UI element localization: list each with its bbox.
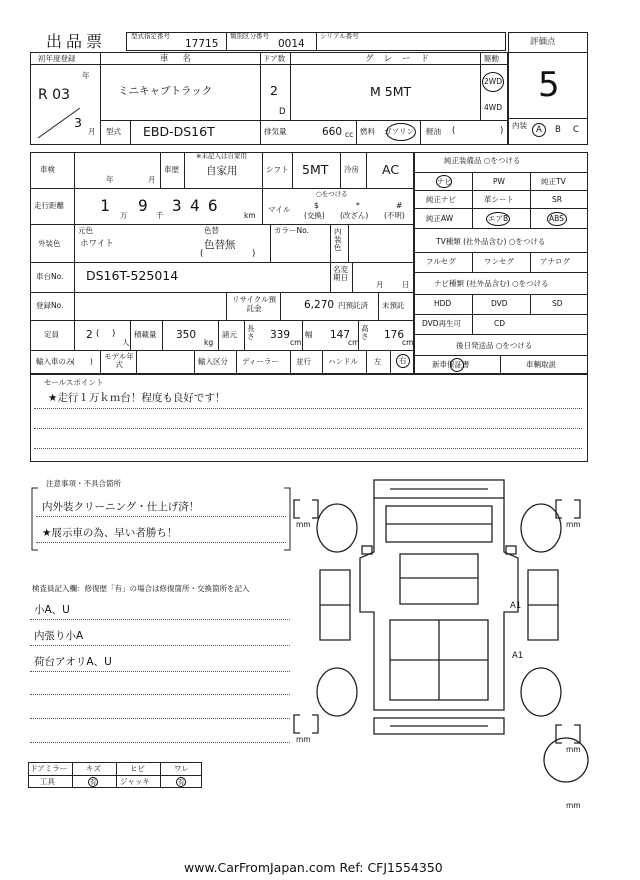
equip-pw: PW — [493, 177, 505, 186]
diagram-mark-2: A1 — [512, 651, 524, 661]
footer-watermark: www.CarFromJapan.com Ref: CFJ1554350 — [184, 860, 443, 875]
load: 350 — [176, 329, 197, 341]
length: 339 — [270, 329, 291, 341]
navi-dvd-play: DVD再生可 — [422, 319, 462, 328]
sales-line1: ★走行１万ｋｍ台！程度も良好です！ — [48, 392, 226, 404]
height-label: 高さ — [361, 324, 369, 341]
vehicle-diagram — [290, 470, 590, 810]
mileage-digit-2: 9 — [138, 196, 148, 215]
import-type-label: 輸入区分 — [198, 357, 228, 366]
color-no-label: 色替 — [204, 226, 219, 235]
usage: 自家用 — [206, 165, 238, 177]
tools-door-mirror: ドアミラー — [30, 764, 68, 773]
model-label: 型式 — [106, 127, 121, 136]
import-label: 輸入車のみ — [36, 357, 74, 366]
diagram-mm-3: mm — [296, 735, 311, 744]
load-label: 積載量 — [134, 330, 157, 339]
inspection-month-unit: 月 — [148, 175, 156, 184]
fuel-gas: ガソリン — [384, 127, 414, 136]
recycle-value: 6,270 — [304, 299, 335, 311]
tv-oneseg: ワンセグ — [484, 257, 514, 266]
grade: M 5MT — [370, 84, 412, 99]
first-reg-label: 初年度登録 — [38, 54, 76, 63]
tv-analog: アナログ — [540, 257, 570, 266]
mileage-digit-3: 3 — [172, 196, 182, 215]
meter-unknown: (不明) — [384, 211, 405, 220]
meter-exchange-sym: $ — [314, 201, 319, 210]
handle-right: 右 — [399, 356, 407, 365]
interior-color-label: 内装色 — [334, 227, 342, 252]
first-reg-year: R 03 — [38, 87, 70, 103]
color-paren-open: ( — [200, 249, 204, 259]
color-no: 色替無 — [204, 239, 236, 251]
equip-aw: 純正AW — [426, 214, 454, 223]
score-value: 5 — [538, 65, 560, 105]
model: EBD-DS16T — [143, 124, 215, 139]
orig-color-label: 元色 — [78, 226, 93, 235]
usage-label: 車歴 — [164, 165, 179, 174]
inspector-label: 検査員記入欄：修復歴「有」の場合は修復箇所・交換箇所を記入 — [32, 584, 250, 593]
mileage-digit-1: 1 — [100, 196, 110, 215]
dealer: ディーラー — [242, 357, 279, 366]
tools-tool: 工具 — [40, 777, 55, 786]
capacity-label: 定員 — [44, 330, 59, 339]
capacity-unit: 人 — [122, 338, 130, 347]
length-unit: cm — [290, 338, 302, 347]
equip-sr: SR — [552, 195, 562, 204]
navi-hdd: HDD — [434, 299, 452, 308]
length-label: 長さ — [247, 324, 255, 341]
doors: 2 — [270, 83, 278, 98]
mileage-digit-4: 4 — [190, 196, 200, 215]
doors-sub: D — [279, 107, 286, 117]
parallel: 並行 — [296, 357, 311, 366]
width-unit: cm — [348, 338, 360, 347]
size-label: 諸元 — [222, 330, 237, 339]
equip-abs: ABS — [549, 214, 564, 223]
meter-modified-sym: * — [356, 201, 360, 210]
grade-label: グレード — [365, 54, 440, 64]
equip-title: 純正装備品 ○をつける — [444, 156, 521, 165]
car-name-label: 車名 — [160, 54, 206, 64]
drive-2wd: 2WD — [484, 77, 502, 86]
tools-scratch: キズ — [86, 764, 101, 773]
first-reg-year-suffix: 年 — [82, 71, 90, 80]
recycle-status: 円預託済 — [338, 301, 368, 310]
shift-label: シフト — [266, 165, 289, 174]
name-change-month: 月 — [376, 280, 384, 289]
name-change-day: 日 — [402, 280, 410, 289]
equip-tv: 純正TV — [541, 177, 566, 186]
mileage-label: 走行距離 — [34, 201, 64, 210]
meter-exchange: (交換) — [304, 211, 325, 220]
tv-fullseg: フルセグ — [426, 257, 456, 266]
interior-c: C — [573, 125, 579, 135]
diagram-mm-1: mm — [296, 520, 311, 529]
color-paren-close: ) — [252, 249, 256, 259]
tv-title: TV種類 (社外品含む) ○をつける — [436, 237, 546, 246]
meter-check-label: ○をつける — [316, 190, 348, 198]
drive-4wd: 4WD — [484, 103, 502, 112]
recycle-label: リサイクル預託金 — [232, 295, 276, 313]
notes-line2: ★展示車の為、早い者勝ち！ — [42, 527, 178, 539]
fuel-paren-open: ( — [452, 126, 456, 136]
first-reg-month-suffix: 月 — [88, 127, 96, 136]
meter-label: マイル — [268, 205, 291, 214]
equip-genuine-navi: 純正ナビ — [426, 195, 456, 204]
interior-label: 内装 — [512, 121, 527, 130]
meter-unknown-sym: # — [396, 201, 403, 210]
tools-break: ワレ — [174, 764, 189, 773]
diagram-mm-4: mm — [566, 745, 581, 754]
km-unit: km — [244, 211, 256, 220]
type-cert-label: 型式指定番号 — [131, 32, 170, 40]
score-label: 評価点 — [530, 37, 556, 47]
handle-left: 左 — [374, 357, 382, 366]
drive-label: 駆動 — [484, 54, 499, 63]
capacity: 2 — [86, 329, 93, 341]
aircon: AC — [382, 162, 400, 177]
recycle-unpaid: 未預託 — [382, 301, 405, 310]
tools-jack-yes: 有 — [178, 778, 185, 786]
load-unit: kg — [204, 338, 214, 347]
mileage-digit-5: 6 — [208, 196, 218, 215]
equip-airbag: エアB — [488, 214, 509, 223]
inspection-label: 車検 — [40, 165, 55, 174]
name-change-label: 名変期日 — [333, 265, 348, 282]
meter-modified: (改ざん) — [340, 211, 369, 220]
navi-dvd: DVD — [491, 299, 508, 308]
navi-sd: SD — [552, 299, 563, 308]
inspector-line2: 内張り小A — [34, 630, 84, 642]
car-name: ミニキャブトラック — [118, 85, 213, 97]
displacement-unit: cc — [345, 130, 354, 139]
diagram-mm-2: mm — [566, 520, 581, 529]
interior-a: A — [536, 125, 542, 135]
fuel-label: 燃料 — [360, 127, 375, 136]
inspection-year-unit: 年 — [106, 175, 114, 184]
width: 147 — [330, 329, 351, 341]
fuel-light: 軽油 — [426, 127, 441, 136]
later-warranty: 新車保証書 — [432, 360, 470, 369]
equip-navi: ナビ — [437, 177, 452, 186]
notes-line1: 内外装クリーニング・仕上げ済！ — [42, 501, 200, 513]
displacement-label: 排気量 — [264, 127, 287, 136]
width-label: 幅 — [305, 330, 313, 339]
model-year-label: モデル年式 — [104, 352, 134, 370]
class-value: 0014 — [278, 38, 305, 50]
man-unit: 万 — [120, 211, 128, 220]
fuel-paren-close: ) — [500, 126, 504, 136]
doors-label: ドア数 — [263, 54, 286, 63]
type-cert-value: 17715 — [185, 38, 219, 50]
notes-label: 注意事項・不具合箇所 — [46, 479, 121, 488]
shift: 5MT — [302, 162, 329, 177]
tools-tool-yes: 有 — [90, 778, 97, 786]
chassis-label: 車台No. — [36, 272, 64, 281]
usage-note: ※未記入は自家用 — [196, 152, 247, 160]
class-label: 類別区分番号 — [230, 32, 269, 40]
orig-color: ホワイト — [80, 239, 114, 249]
height: 176 — [384, 329, 405, 341]
displacement: 660 — [322, 126, 343, 138]
page-title: 出品票 — [46, 32, 107, 51]
capacity-paren-open: ( — [96, 329, 100, 339]
diagram-mark-1: A1 — [510, 601, 522, 611]
later-title: 後日発送品 ○をつける — [456, 341, 533, 350]
tools-jack: ジャッキ — [120, 777, 150, 786]
import-paren: ( ) — [72, 357, 93, 366]
later-manual: 車輌取説 — [526, 360, 556, 369]
reg-no-label: 登録No. — [36, 301, 64, 310]
chassis: DS16T-525014 — [86, 268, 179, 283]
serial-label: シリアル番号 — [320, 32, 359, 40]
inspector-line3: 荷台アオリA、U — [34, 656, 112, 668]
navi-title: ナビ種類 (社外品含む) ○をつける — [434, 279, 549, 288]
capacity-paren-close: ) — [112, 329, 116, 339]
interior-b: B — [555, 125, 561, 135]
sales-label: セールスポイント — [44, 378, 104, 387]
color-label: 外装色 — [38, 239, 61, 248]
first-reg-month: 3 — [74, 115, 82, 130]
diagram-mm-5: mm — [566, 801, 581, 810]
tools-crack: ヒビ — [130, 764, 145, 773]
color-code-label: カラーNo. — [274, 226, 309, 235]
aircon-label: 冷房 — [344, 165, 359, 174]
height-unit: cm — [402, 338, 414, 347]
equip-leather: 革シート — [484, 195, 514, 204]
handle-label: ハンドル — [328, 357, 358, 366]
navi-cd: CD — [494, 319, 506, 328]
inspector-line1: 小A、U — [34, 604, 70, 616]
sen-unit: 千 — [156, 211, 164, 220]
